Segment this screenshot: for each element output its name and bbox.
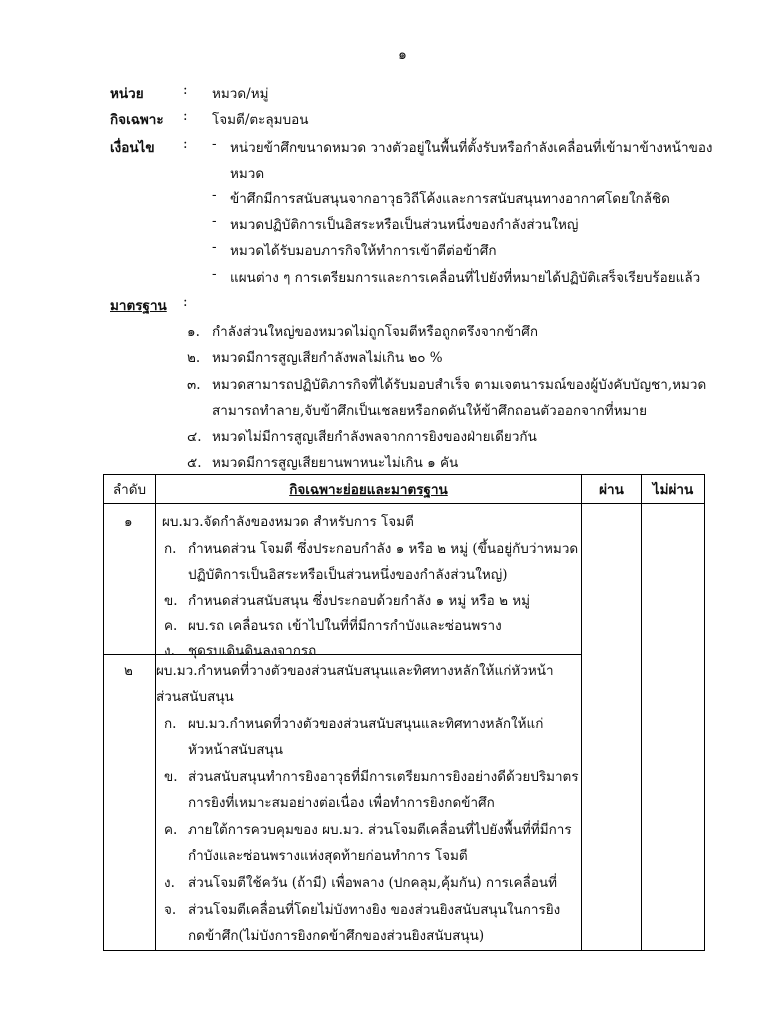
standard-number: ๓.: [187, 377, 201, 393]
item-text: ภายใต้การควบคุมของ ผบ.มว. ส่วนโจมตีเคลื่อนที่ไปยังพื้นที่ที่มีการ: [188, 822, 572, 838]
condition-bullet: -: [212, 213, 217, 229]
task-table: [103, 474, 705, 951]
standard-number: ๒.: [187, 350, 201, 366]
item-text: ผบ.รถ เคลื่อนรถ เข้าไปในที่ที่มีการกำบังและซ่อนพราง: [188, 618, 502, 634]
row-order-cell: [104, 655, 156, 951]
mission-value: โจมตี/ตะลุมบอน: [212, 112, 309, 128]
condition-text: แผนต่าง ๆ การเตรียมการและการเคลื่อนที่ไปยังที่หมายได้ปฏิบัติเสร็จเรียบร้อยแล้ว: [230, 270, 701, 286]
page-number: ๑: [398, 47, 407, 63]
row-number: ๑: [124, 514, 133, 530]
condition-text: หมวดได้รับมอบภารกิจให้ทำการเข้าตีต่อข้าศึก: [230, 243, 497, 259]
item-letter: ก.: [164, 541, 177, 557]
conditions-label: เงื่อนไข: [110, 140, 155, 156]
item-letter: ง.: [164, 875, 175, 891]
item-letter: ก.: [164, 716, 177, 732]
item-letter: ค.: [164, 618, 178, 634]
row-number: ๒: [124, 663, 133, 679]
unit-colon: :: [183, 82, 188, 98]
item-text: ชุดรบเดินดินลงจากรถ: [188, 643, 317, 659]
conditions-colon: :: [183, 136, 188, 152]
header-order: ลำดับ: [104, 475, 156, 504]
condition-bullet: -: [212, 266, 217, 282]
item-text-cont: กำบังและซ่อนพรางแห่งสุดท้ายก่อนทำการ โจมตี: [188, 848, 468, 864]
item-letter: ข.: [164, 769, 178, 785]
unit-value: หมวด/หมู่: [212, 86, 269, 102]
row-task-cell: [156, 504, 582, 659]
item-text-cont: การยิงที่เหมาะสมอย่างต่อเนื่อง เพื่อทำการยิงกดข้าศึก: [188, 795, 495, 811]
task-title: ผบ.มว.จัดกำลังของหมวด สำหรับการ โจมตี: [162, 514, 414, 530]
standards-colon: :: [183, 294, 188, 310]
condition-bullet: -: [212, 136, 217, 152]
item-text: ผบ.มว.กำหนดที่วางตัวของส่วนสนับสนุนและทิศทางหลักให้แก่: [188, 716, 544, 732]
item-text: กำหนดส่วนสนับสนุน ซึ่งประกอบด้วยกำลัง ๑ หมู่ หรือ ๒ หมู่: [188, 593, 531, 609]
standard-text: หมวดมีการสูญเสียยานพาหนะไม่เกิน ๑ คัน: [212, 455, 459, 471]
item-letter: ง.: [164, 643, 175, 659]
header-fail: ไม่ผ่าน: [642, 475, 705, 504]
condition-text: หน่วยข้าศึกขนาดหมวด วางตัวอยู่ในพื้นที่ตั้งรับหรือกำลังเคลื่อนที่เข้ามาข้างหน้าของ: [230, 140, 713, 156]
item-text-cont: หัวหน้าสนับสนุน: [188, 742, 283, 758]
row-fail-cell: [642, 504, 705, 951]
item-letter: ค.: [164, 822, 178, 838]
standard-text: หมวดสามารถปฏิบัติภารกิจที่ได้รับมอบสำเร็จ ตามเจตนารมณ์ของผู้บังคับบัญชา,หมวด: [212, 377, 707, 393]
standard-text-cont: สามารถทำลาย,จับข้าศึกเป็นเชลยหรือกดดันให้ข้าศึกถอนตัวออกจากที่หมาย: [212, 403, 647, 419]
item-text: ส่วนโจมตีเคลื่อนที่โดยไม่บังทางยิง ของส่วนยิงสนับสนุนในการยิง: [188, 902, 561, 918]
condition-bullet: -: [212, 187, 217, 203]
table-row: [104, 504, 705, 655]
item-text: ส่วนสนับสนุนทำการยิงอาวุธที่มีการเตรียมการยิงอย่างดีด้วยปริมาตร: [188, 769, 579, 785]
item-text: กำหนดส่วน โจมตี ซึ่งประกอบกำลัง ๑ หรือ ๒ หมู่ (ขึ้นอยู่กับว่าหมวด: [188, 541, 579, 557]
standards-label: มาตรฐาน: [110, 298, 167, 314]
item-text-cont: ปฏิบัติการเป็นอิสระหรือเป็นส่วนหนึ่งของกำลังส่วนใหญ่): [188, 567, 508, 583]
row-order-cell: [104, 504, 156, 655]
mission-colon: :: [183, 108, 188, 124]
table-header-row: [104, 475, 705, 504]
standard-number: ๔.: [187, 429, 202, 445]
standard-text: หมวดมีการสูญเสียกำลังพลไม่เกิน ๒๐ %: [212, 350, 443, 366]
item-text: ส่วนโจมตีใช้ควัน (ถ้ามี) เพื่อพลาง (ปกคลุม,คุ้มกัน) การเคลื่อนที่: [188, 875, 558, 891]
item-text-cont: กดข้าศึก(ไม่บังการยิงกดข้าศึกของส่วนยิงสนับสนุน): [188, 928, 485, 944]
header-task: กิจเฉพาะย่อยและมาตรฐาน: [156, 475, 582, 504]
standard-text: กำลังส่วนใหญ่ของหมวดไม่ถูกโจมตีหรือถูกตรึงจากข้าศึก: [212, 324, 539, 340]
condition-text: ข้าศึกมีการสนับสนุนจากอาวุธวิถีโค้งและการสนับสนุนทางอากาศโดยใกล้ชิด: [230, 191, 670, 207]
condition-text: หมวดปฏิบัติการเป็นอิสระหรือเป็นส่วนหนึ่งของกำลังส่วนใหญ่: [230, 217, 579, 233]
header-pass: ผ่าน: [582, 475, 642, 504]
row-pass-cell: [582, 504, 642, 951]
unit-label: หน่วย: [110, 86, 144, 102]
condition-bullet: -: [212, 239, 217, 255]
item-letter: จ.: [164, 902, 177, 918]
standard-number: ๑.: [187, 324, 200, 340]
condition-text-cont: หมวด: [230, 166, 265, 182]
item-letter: ข.: [164, 593, 178, 609]
mission-label: กิจเฉพาะ: [110, 112, 164, 128]
standard-number: ๕.: [187, 455, 202, 471]
task-title-cont: ส่วนสนับสนุน: [156, 689, 234, 705]
standard-text: หมวดไม่มีการสูญเสียกำลังพลจากการยิงของฝ่ายเดียวกัน: [212, 429, 537, 445]
row-task-cell: [156, 655, 582, 951]
task-title: ผบ.มว.กำหนดที่วางตัวของส่วนสนับสนุนและทิศทางหลักให้แก่หัวหน้า: [156, 663, 554, 679]
